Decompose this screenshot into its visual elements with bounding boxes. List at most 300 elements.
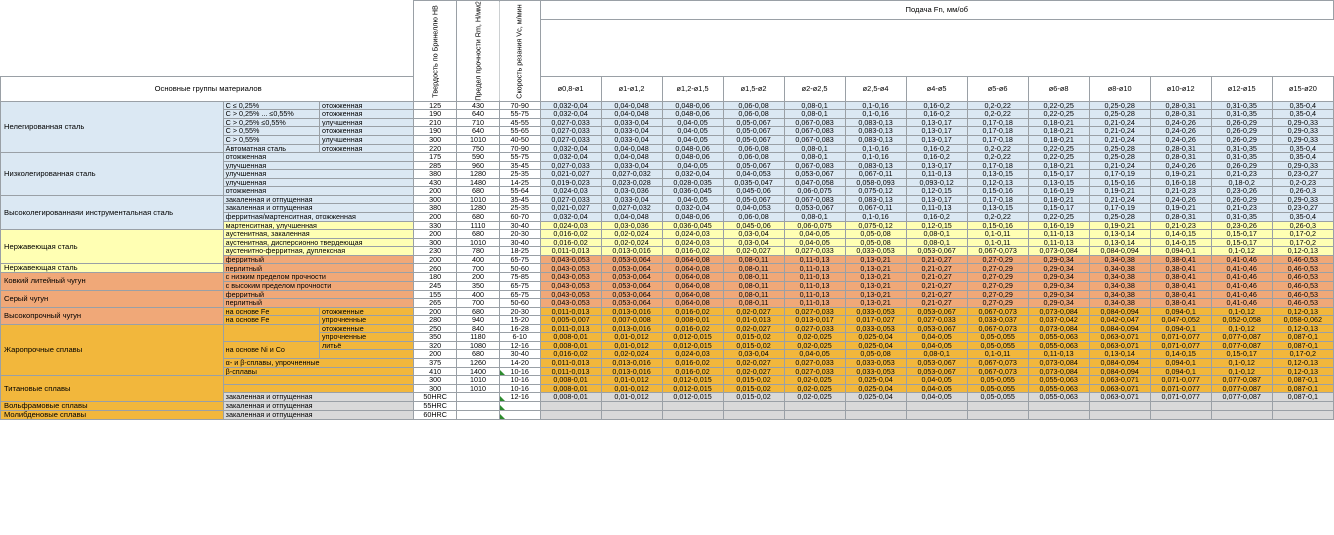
- feed-value: 0,04-0,05: [906, 384, 967, 393]
- feed-value: 0,008-0,01: [540, 393, 601, 402]
- feed-value: 0,16-0,2: [906, 213, 967, 222]
- feed-value: 0,17-0,2: [1272, 238, 1333, 247]
- header-feed-spacer: [906, 20, 967, 77]
- feed-value: 0,25-0,28: [1089, 144, 1150, 153]
- feed-value: 0,083-0,13: [845, 195, 906, 204]
- feed-value: 0,1-0,11: [967, 238, 1028, 247]
- feed-value: 0,16-0,19: [1028, 221, 1089, 230]
- feed-value: 0,013-0,016: [601, 367, 662, 376]
- feed-value: 0,11-0,13: [784, 299, 845, 308]
- feed-value: 0,053-0,064: [601, 299, 662, 308]
- feed-value: 0,06-0,08: [723, 213, 784, 222]
- feed-value: 0,011-0,013: [540, 367, 601, 376]
- header-feed-col-6: ø4-ø5: [906, 77, 967, 101]
- feed-value: [845, 410, 906, 419]
- feed-value: 0,024-0,03: [540, 187, 601, 196]
- speed-value: 10-16: [499, 376, 540, 385]
- feed-value: 0,077-0,087: [1211, 333, 1272, 342]
- feed-value: 0,13-0,17: [906, 127, 967, 136]
- feed-value: 0,23-0,26: [1211, 187, 1272, 196]
- feed-value: [723, 410, 784, 419]
- feed-value: 0,04-0,05: [906, 341, 967, 350]
- header-spacer: [1, 1, 414, 77]
- material-subgroup: улучшенная: [223, 170, 414, 179]
- strength-value: 1080: [457, 341, 500, 350]
- material-group-name: Низколегированная сталь: [1, 153, 224, 196]
- feed-value: 0,05-0,055: [967, 384, 1028, 393]
- feed-value: 0,26-0,29: [1211, 161, 1272, 170]
- strength-value: 1280: [457, 170, 500, 179]
- feed-value: 0,024-0,03: [662, 230, 723, 239]
- feed-value: 0,23-0,27: [1272, 170, 1333, 179]
- strength-value: 1260: [457, 359, 500, 368]
- feed-value: 0,053-0,064: [601, 255, 662, 264]
- strength-value: 700: [457, 264, 500, 273]
- feed-value: 0,075-0,12: [845, 221, 906, 230]
- feed-value: [540, 410, 601, 419]
- hardness-value: 55HRC: [414, 401, 457, 410]
- header-feed-col-3: ø1,5-ø2: [723, 77, 784, 101]
- feed-value: 0,46-0,53: [1272, 290, 1333, 299]
- feed-value: 0,29-0,33: [1272, 127, 1333, 136]
- feed-value: [1272, 401, 1333, 410]
- hardness-value: 380: [414, 170, 457, 179]
- hardness-value: 50HRC: [414, 393, 457, 402]
- feed-value: 0,35-0,4: [1272, 144, 1333, 153]
- header-feed-col-5: ø2,5-ø4: [845, 77, 906, 101]
- feed-value: 0,15-0,17: [1028, 204, 1089, 213]
- hardness-value: 265: [414, 299, 457, 308]
- header-main-groups: Основные группы материалов: [1, 77, 414, 101]
- feed-value: 0,013-0,016: [601, 324, 662, 333]
- feed-value: 0,02-0,025: [784, 384, 845, 393]
- strength-value: 400: [457, 290, 500, 299]
- feed-value: 0,11-0,13: [784, 281, 845, 290]
- feed-value: 0,008-0,01: [540, 341, 601, 350]
- feed-value: 0,087-0,1: [1272, 393, 1333, 402]
- table-row: [1, 324, 1334, 333]
- feed-value: 0,083-0,13: [845, 118, 906, 127]
- feed-value: 0,13-0,21: [845, 281, 906, 290]
- feed-value: 0,053-0,067: [784, 170, 845, 179]
- feed-value: 0,027-0,033: [540, 195, 601, 204]
- feed-value: 0,053-0,064: [601, 281, 662, 290]
- feed-value: 0,012-0,015: [662, 384, 723, 393]
- feed-value: 0,29-0,33: [1272, 135, 1333, 144]
- strength-value: 1010: [457, 376, 500, 385]
- feed-value: 0,12-0,15: [906, 221, 967, 230]
- feed-value: 0,13-0,14: [1089, 350, 1150, 359]
- strength-value: 840: [457, 324, 500, 333]
- hardness-value: 300: [414, 238, 457, 247]
- feed-value: 0,067-0,083: [784, 195, 845, 204]
- strength-value: 640: [457, 127, 500, 136]
- hardness-value: 250: [414, 324, 457, 333]
- material-subgroup: на основе Ni и Co: [223, 341, 319, 358]
- feed-value: 0,14-0,15: [1150, 230, 1211, 239]
- feed-value: 0,087-0,1: [1272, 341, 1333, 350]
- header-feed-spacer: [540, 20, 601, 77]
- feed-value: 0,023-0,028: [601, 178, 662, 187]
- feed-value: 0,13-0,21: [845, 299, 906, 308]
- feed-value: 0,1-0,16: [845, 101, 906, 110]
- material-subgroup: перлитный: [223, 264, 414, 273]
- feed-value: 0,016-0,02: [662, 359, 723, 368]
- material-subgroup: с высоким пределом прочности: [223, 281, 414, 290]
- speed-value: 30-40: [499, 221, 540, 230]
- hardness-value: 200: [414, 255, 457, 264]
- feed-value: 0,02-0,027: [723, 359, 784, 368]
- feed-value: 0,053-0,067: [906, 367, 967, 376]
- feed-value: 0,063-0,071: [1089, 384, 1150, 393]
- material-condition: отожженная: [320, 144, 414, 153]
- feed-value: [1028, 401, 1089, 410]
- feed-value: 0,033-0,053: [845, 359, 906, 368]
- header-hardness: Твердость по Бринеллю HB: [414, 1, 457, 102]
- feed-value: 0,016-0,02: [662, 367, 723, 376]
- material-subgroup: отожженная: [223, 187, 414, 196]
- feed-value: 0,22-0,25: [1028, 153, 1089, 162]
- strength-value: 700: [457, 299, 500, 308]
- feed-value: 0,084-0,094: [1089, 359, 1150, 368]
- speed-value: 70-90: [499, 144, 540, 153]
- feed-value: 0,067-0,073: [967, 359, 1028, 368]
- feed-value: 0,29-0,34: [1028, 290, 1089, 299]
- feed-value: 0,073-0,084: [1028, 307, 1089, 316]
- feed-value: 0,033-0,04: [601, 118, 662, 127]
- feed-value: 0,11-0,13: [906, 170, 967, 179]
- feed-value: 0,094-0,1: [1150, 247, 1211, 256]
- feed-value: 0,032-0,04: [540, 153, 601, 162]
- feed-value: 0,055-0,063: [1028, 384, 1089, 393]
- feed-value: 0,064-0,08: [662, 273, 723, 282]
- feed-value: 0,032-0,04: [662, 204, 723, 213]
- feed-value: 0,15-0,17: [1211, 350, 1272, 359]
- feed-value: 0,21-0,23: [1150, 187, 1211, 196]
- feed-value: 0,08-0,1: [784, 110, 845, 119]
- hardness-value: 200: [414, 307, 457, 316]
- feed-value: 0,1-0,12: [1211, 247, 1272, 256]
- speed-value: 12-16: [499, 341, 540, 350]
- speed-value: [499, 401, 540, 410]
- hardness-value: 430: [414, 178, 457, 187]
- hardness-value: 285: [414, 161, 457, 170]
- feed-value: 0,21-0,27: [906, 264, 967, 273]
- header-feed-spacer: [601, 20, 662, 77]
- material-subgroup: мартенситная, улучшенная: [223, 221, 414, 230]
- feed-value: 0,094-0,1: [1150, 324, 1211, 333]
- feed-value: 0,35-0,4: [1272, 110, 1333, 119]
- feed-value: 0,011-0,013: [540, 307, 601, 316]
- feed-value: 0,12-0,13: [1272, 324, 1333, 333]
- feed-value: 0,18-0,21: [1028, 161, 1089, 170]
- header-feed-title: Подача Fn, мм/об: [540, 1, 1333, 20]
- feed-value: 0,015-0,02: [723, 333, 784, 342]
- hardness-value: 210: [414, 118, 457, 127]
- feed-value: 0,063-0,071: [1089, 393, 1150, 402]
- header-feed-col-9: ø8-ø10: [1089, 77, 1150, 101]
- feed-value: 0,38-0,41: [1150, 264, 1211, 273]
- feed-value: 0,04-0,05: [906, 393, 967, 402]
- material-subgroup: закаленная и отпущенная: [223, 410, 414, 419]
- feed-value: 0,2-0,22: [967, 153, 1028, 162]
- feed-value: 0,071-0,077: [1150, 376, 1211, 385]
- feed-value: 0,04-0,048: [601, 110, 662, 119]
- feed-value: 0,02-0,024: [601, 238, 662, 247]
- feed-value: 0,048-0,06: [662, 144, 723, 153]
- feed-value: [906, 410, 967, 419]
- table-row: [1, 290, 1334, 299]
- feed-value: 0,064-0,08: [662, 264, 723, 273]
- speed-value: 12-16: [499, 393, 540, 402]
- feed-value: [540, 401, 601, 410]
- feed-value: 0,25-0,28: [1089, 213, 1150, 222]
- hardness-value: 300: [414, 195, 457, 204]
- feed-value: 0,05-0,055: [967, 376, 1028, 385]
- feed-value: 0,083-0,13: [845, 135, 906, 144]
- feed-value: 0,13-0,21: [845, 273, 906, 282]
- speed-value: 65-75: [499, 255, 540, 264]
- feed-value: 0,21-0,24: [1089, 195, 1150, 204]
- feed-value: 0,08-0,11: [723, 264, 784, 273]
- header-feed-spacer: [723, 20, 784, 77]
- feed-value: 0,14-0,15: [1150, 238, 1211, 247]
- feed-value: 0,29-0,33: [1272, 195, 1333, 204]
- material-group-name: Ковкий литейный чугун: [1, 273, 224, 290]
- feed-value: 0,03-0,036: [601, 187, 662, 196]
- feed-value: 0,21-0,27: [906, 299, 967, 308]
- feed-value: 0,024-0,03: [540, 221, 601, 230]
- feed-value: 0,071-0,077: [1150, 333, 1211, 342]
- header-strength: Предел прочности Rm, Н/мм2: [457, 1, 500, 102]
- feed-value: 0,047-0,058: [784, 178, 845, 187]
- table-row: [1, 101, 1334, 110]
- feed-value: 0,16-0,18: [1150, 178, 1211, 187]
- feed-value: 0,2-0,22: [967, 101, 1028, 110]
- feed-value: 0,05-0,067: [723, 161, 784, 170]
- speed-value: 65-75: [499, 281, 540, 290]
- feed-value: 0,067-0,083: [784, 161, 845, 170]
- feed-value: 0,052-0,058: [1211, 316, 1272, 325]
- feed-value: 0,053-0,067: [906, 307, 967, 316]
- table-row: [1, 153, 1334, 162]
- feed-value: 0,21-0,24: [1089, 135, 1150, 144]
- speed-value: [499, 410, 540, 419]
- feed-value: 0,025-0,04: [845, 384, 906, 393]
- material-subgroup: улучшенная: [223, 178, 414, 187]
- feed-value: 0,29-0,34: [1028, 255, 1089, 264]
- feed-value: 0,11-0,13: [1028, 230, 1089, 239]
- table-row: [1, 195, 1334, 204]
- feed-value: 0,019-0,023: [540, 178, 601, 187]
- header-feed-col-7: ø5-ø6: [967, 77, 1028, 101]
- feed-value: 0,31-0,35: [1211, 144, 1272, 153]
- feed-value: 0,063-0,071: [1089, 341, 1150, 350]
- feed-value: 0,083-0,13: [845, 127, 906, 136]
- hardness-value: 200: [414, 213, 457, 222]
- feed-value: 0,053-0,067: [784, 204, 845, 213]
- feed-value: 0,094-0,1: [1150, 359, 1211, 368]
- strength-value: 1280: [457, 204, 500, 213]
- speed-value: 10-16: [499, 367, 540, 376]
- feed-value: 0,064-0,08: [662, 281, 723, 290]
- hardness-value: 300: [414, 135, 457, 144]
- feed-value: 0,11-0,13: [784, 273, 845, 282]
- feed-value: 0,05-0,055: [967, 341, 1028, 350]
- feed-value: 0,28-0,31: [1150, 144, 1211, 153]
- feed-value: 0,053-0,067: [906, 324, 967, 333]
- feed-value: 0,16-0,2: [906, 110, 967, 119]
- feed-value: 0,15-0,17: [1211, 238, 1272, 247]
- feed-value: 0,043-0,053: [540, 255, 601, 264]
- header-feed-col-10: ø10-ø12: [1150, 77, 1211, 101]
- feed-value: 0,27-0,29: [967, 264, 1028, 273]
- material-condition: отожженные: [320, 307, 414, 316]
- feed-value: 0,22-0,25: [1028, 110, 1089, 119]
- feed-value: 0,084-0,094: [1089, 307, 1150, 316]
- material-subgroup: аустенитно-ферритная, дуплексная: [223, 247, 414, 256]
- speed-value: 35-45: [499, 161, 540, 170]
- feed-value: 0,043-0,053: [540, 299, 601, 308]
- feed-value: 0,1-0,16: [845, 213, 906, 222]
- speed-value: 55-65: [499, 127, 540, 136]
- feed-value: 0,04-0,05: [662, 135, 723, 144]
- feed-value: 0,08-0,1: [784, 101, 845, 110]
- feed-value: 0,2-0,23: [1272, 178, 1333, 187]
- feed-value: 0,21-0,27: [906, 273, 967, 282]
- feed-value: 0,22-0,25: [1028, 101, 1089, 110]
- feed-value: 0,08-0,11: [723, 299, 784, 308]
- feed-value: 0,28-0,31: [1150, 153, 1211, 162]
- speed-value: 10-16: [499, 384, 540, 393]
- feed-value: 0,22-0,25: [1028, 144, 1089, 153]
- feed-value: 0,1-0,16: [845, 144, 906, 153]
- feed-value: 0,08-0,11: [723, 281, 784, 290]
- material-subgroup: ферритный: [223, 290, 414, 299]
- strength-value: 430: [457, 101, 500, 110]
- feed-value: 0,02-0,025: [784, 376, 845, 385]
- strength-value: 750: [457, 144, 500, 153]
- material-subgroup: α- и β-сплавы, упрочненные: [223, 359, 414, 368]
- feed-value: 0,084-0,094: [1089, 324, 1150, 333]
- feed-value: 0,01-0,012: [601, 333, 662, 342]
- strength-value: 200: [457, 273, 500, 282]
- feed-value: [1028, 410, 1089, 419]
- material-condition: улучшенная: [320, 135, 414, 144]
- material-subgroup: [223, 384, 414, 393]
- feed-value: 0,04-0,048: [601, 213, 662, 222]
- feed-value: 0,043-0,053: [540, 281, 601, 290]
- feed-value: 0,013-0,016: [601, 247, 662, 256]
- feed-value: 0,025-0,04: [845, 333, 906, 342]
- feed-value: 0,15-0,16: [1089, 178, 1150, 187]
- feed-value: 0,058-0,093: [845, 178, 906, 187]
- feed-value: 0,16-0,2: [906, 101, 967, 110]
- feed-value: 0,11-0,13: [784, 290, 845, 299]
- feed-value: 0,063-0,071: [1089, 376, 1150, 385]
- feed-value: 0,04-0,05: [906, 333, 967, 342]
- material-condition: упрочненные: [320, 316, 414, 325]
- feed-value: 0,35-0,4: [1272, 153, 1333, 162]
- feed-value: [1272, 410, 1333, 419]
- feed-value: 0,25-0,28: [1089, 110, 1150, 119]
- feed-value: 0,033-0,04: [601, 195, 662, 204]
- hardness-value: 375: [414, 359, 457, 368]
- feed-value: 0,11-0,13: [1028, 350, 1089, 359]
- feed-value: 0,027-0,033: [540, 161, 601, 170]
- feed-value: 0,04-0,05: [662, 127, 723, 136]
- feed-value: 0,063-0,071: [1089, 333, 1150, 342]
- feed-value: 0,12-0,13: [1272, 359, 1333, 368]
- feed-value: 0,027-0,032: [601, 170, 662, 179]
- speed-value: 55-64: [499, 187, 540, 196]
- feed-value: 0,13-0,17: [906, 135, 967, 144]
- feed-value: 0,077-0,087: [1211, 376, 1272, 385]
- feed-value: 0,26-0,3: [1272, 221, 1333, 230]
- feed-value: 0,01-0,012: [601, 393, 662, 402]
- feed-value: 0,34-0,38: [1089, 281, 1150, 290]
- feed-value: 0,033-0,053: [845, 247, 906, 256]
- feed-value: [784, 401, 845, 410]
- hardness-value: 200: [414, 230, 457, 239]
- material-condition: [320, 350, 414, 359]
- speed-value: 25-35: [499, 204, 540, 213]
- feed-value: [1089, 410, 1150, 419]
- material-subgroup: [223, 376, 414, 385]
- speed-value: 35-45: [499, 195, 540, 204]
- feed-value: 0,035-0,047: [723, 178, 784, 187]
- material-subgroup: β-сплавы: [223, 367, 414, 376]
- feed-value: 0,005-0,007: [540, 316, 601, 325]
- feed-value: 0,26-0,3: [1272, 187, 1333, 196]
- feed-value: 0,04-0,05: [662, 161, 723, 170]
- feed-value: 0,38-0,41: [1150, 255, 1211, 264]
- feed-value: [662, 401, 723, 410]
- feed-value: 0,027-0,032: [601, 204, 662, 213]
- hardness-value: 220: [414, 144, 457, 153]
- feed-value: 0,094-0,1: [1150, 307, 1211, 316]
- feed-value: 0,067-0,073: [967, 324, 1028, 333]
- header-feed-spacer: [1272, 20, 1333, 77]
- feed-value: 0,04-0,048: [601, 153, 662, 162]
- feed-value: 0,27-0,29: [967, 299, 1028, 308]
- feed-value: 0,15-0,16: [967, 187, 1028, 196]
- feed-value: 0,24-0,26: [1150, 161, 1211, 170]
- feed-value: 0,055-0,063: [1028, 341, 1089, 350]
- feed-value: 0,21-0,27: [906, 255, 967, 264]
- speed-value: 70-90: [499, 101, 540, 110]
- header-row-columns: [1, 77, 1334, 101]
- feed-value: 0,34-0,38: [1089, 255, 1150, 264]
- material-condition: литьё: [320, 341, 414, 350]
- feed-value: [967, 401, 1028, 410]
- header-speed: Скорость резания Vc, м/мин: [499, 1, 540, 102]
- feed-value: 0,012-0,015: [662, 376, 723, 385]
- material-subgroup: закаленная и отпущенная: [223, 401, 414, 410]
- material-group-name: Молибденовые сплавы: [1, 410, 224, 419]
- feed-value: 0,41-0,46: [1211, 264, 1272, 273]
- feed-value: 0,05-0,08: [845, 350, 906, 359]
- header-feed-col-11: ø12-ø15: [1211, 77, 1272, 101]
- feed-value: 0,08-0,11: [723, 273, 784, 282]
- feed-value: 0,19-0,21: [1150, 170, 1211, 179]
- feed-value: 0,04-0,05: [662, 195, 723, 204]
- feed-value: 0,08-0,1: [906, 238, 967, 247]
- material-group-name: Нелегированная сталь: [1, 101, 224, 152]
- feed-value: 0,35-0,4: [1272, 213, 1333, 222]
- speed-value: 18-25: [499, 247, 540, 256]
- strength-value: 1180: [457, 333, 500, 342]
